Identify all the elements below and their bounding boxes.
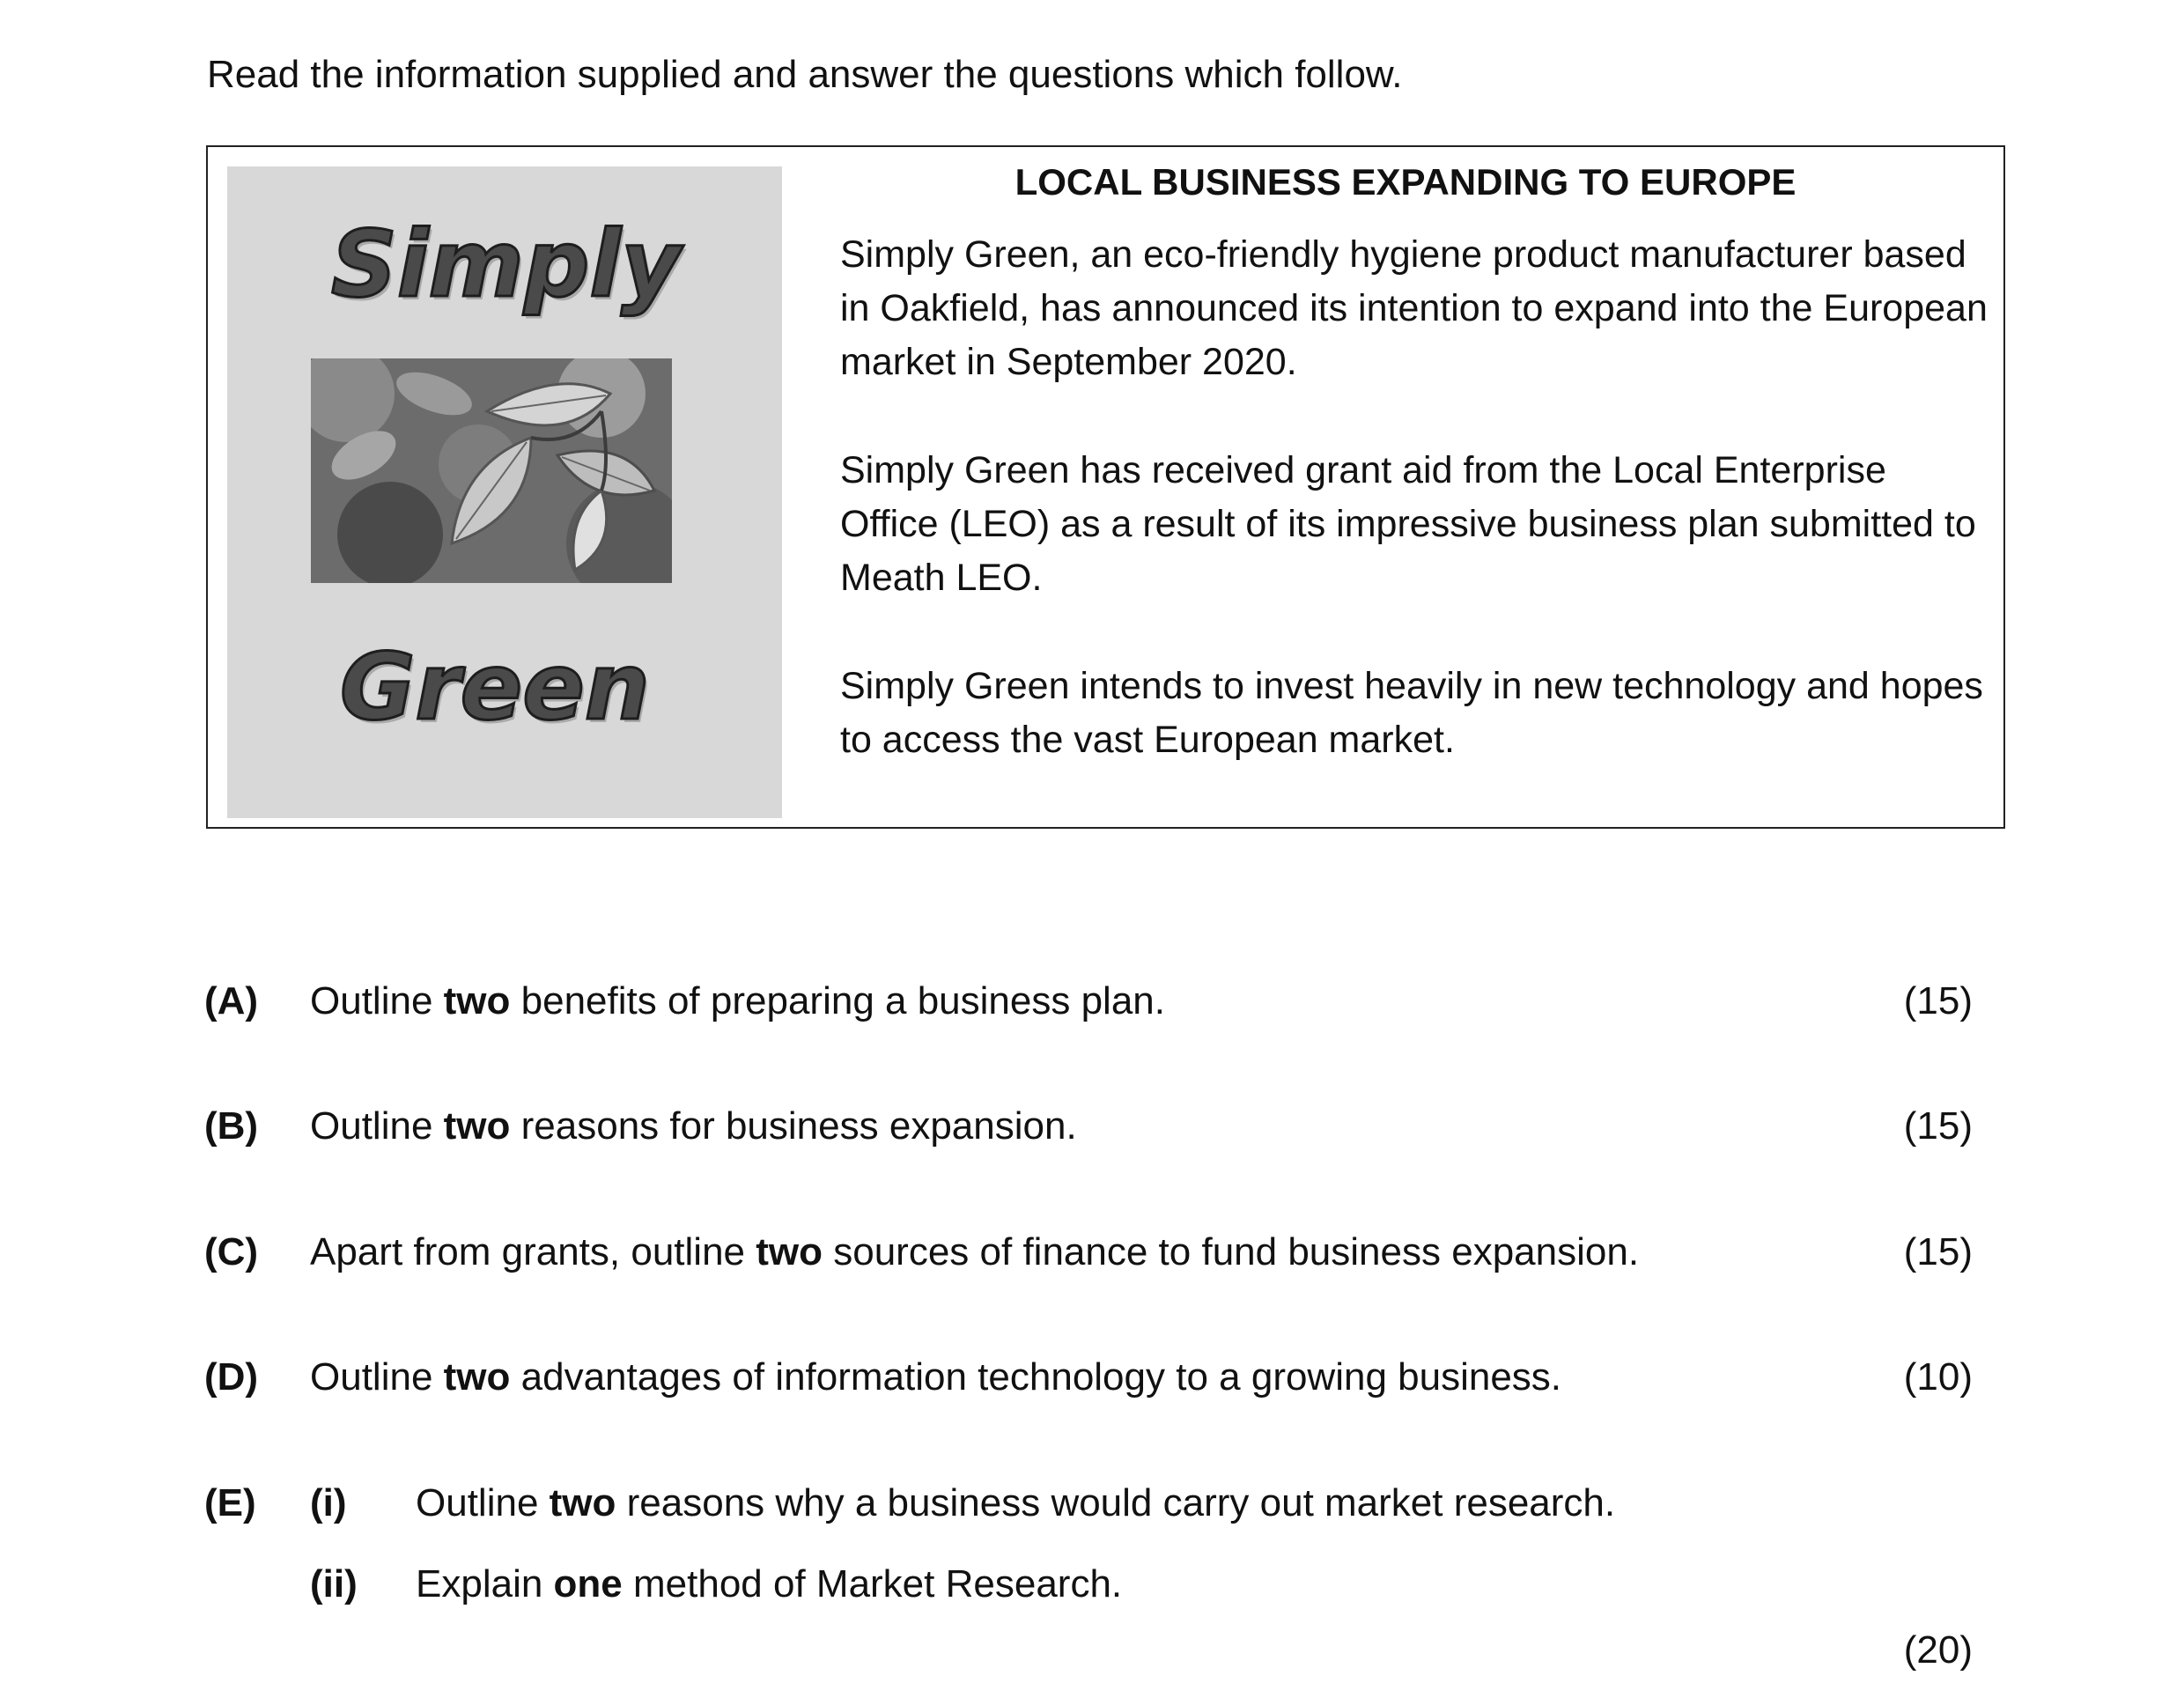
question-text: Apart from grants, outline two sources of finance to fund business expansion. xyxy=(310,1230,1640,1273)
question-marks: (20) xyxy=(1903,1628,1973,1672)
question-text: Outline two benefits of preparing a business plan. xyxy=(310,979,1166,1022)
question-marks: (15) xyxy=(1903,979,1973,1022)
article-paragraph: Simply Green has received grant aid from the Local Enterprise Office (LEO) as a result of its impressive business plan submitted to Meath LEO. xyxy=(840,449,1976,599)
question-marks: (15) xyxy=(1903,1230,1973,1273)
question-label: (E) xyxy=(204,1481,256,1524)
question-e-part-i xyxy=(0,1475,2184,1532)
question-label: (A) xyxy=(204,979,259,1022)
article-headline: LOCAL BUSINESS EXPANDING TO EUROPE xyxy=(1015,161,1797,203)
question-c xyxy=(0,1224,2184,1281)
question-label: (B) xyxy=(204,1104,259,1148)
simply-green-logo xyxy=(227,166,782,818)
subquestion-label: (ii) xyxy=(310,1562,358,1605)
question-b xyxy=(0,1098,2184,1155)
question-text: Outline two reasons for business expansion. xyxy=(310,1104,1077,1148)
question-label: (D) xyxy=(204,1355,259,1399)
question-text: Outline two advantages of information technology to a growing business. xyxy=(310,1355,1562,1399)
question-d xyxy=(0,1349,2184,1406)
logo-word-top: Simply xyxy=(331,210,681,318)
question-marks: (15) xyxy=(1903,1104,1973,1148)
question-e-part-ii xyxy=(0,1556,2184,1613)
subquestion-label: (i) xyxy=(310,1481,347,1524)
subquestion-text: Explain one method of Market Research. xyxy=(416,1562,1123,1605)
question-e-marks-row xyxy=(0,1622,2184,1679)
instruction-text: Read the information supplied and answer the questions which follow. xyxy=(207,53,1403,96)
question-label: (C) xyxy=(204,1230,259,1273)
leaf-photo xyxy=(311,358,672,583)
article-paragraph: Simply Green intends to invest heavily in new technology and hopes to access the vast European market. xyxy=(840,665,1983,761)
logo-word-bottom: Green xyxy=(340,633,650,741)
article-paragraph: Simply Green, an eco-friendly hygiene product manufacturer based in Oakfield, has announced its intention to expand into the European market in September 2020. xyxy=(840,233,1988,383)
subquestion-text: Outline two reasons why a business would carry out market research. xyxy=(416,1481,1616,1524)
question-a xyxy=(0,973,2184,1030)
article-box xyxy=(206,145,2005,829)
question-marks: (10) xyxy=(1903,1355,1973,1399)
